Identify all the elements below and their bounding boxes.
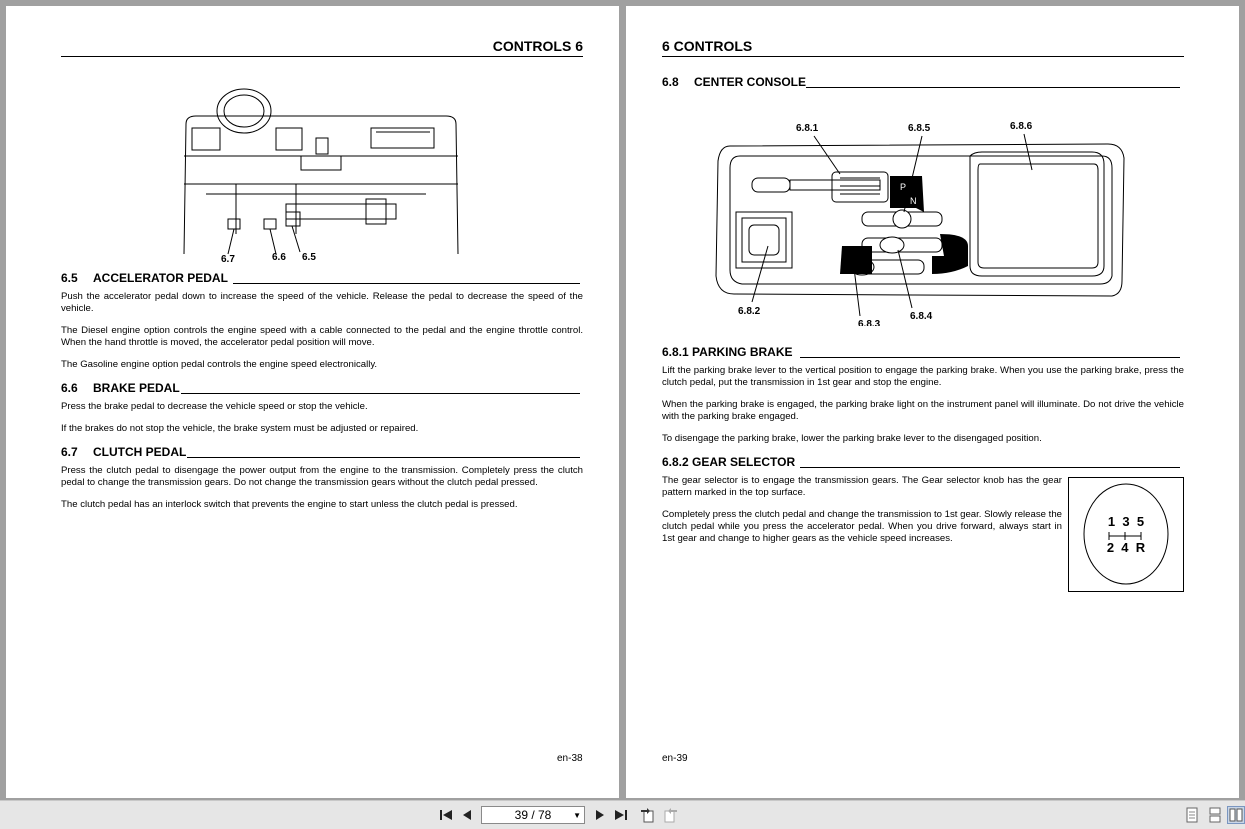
page-header: 6 CONTROLS	[662, 38, 753, 54]
next-page-icon[interactable]	[591, 806, 609, 824]
next-view-icon[interactable]	[662, 806, 680, 824]
left-page	[6, 6, 619, 798]
continuous-view-icon[interactable]	[1206, 806, 1224, 824]
page-number-display: 39 / 78	[514, 808, 552, 822]
figure-label-6-8-4: 6.8.4	[910, 311, 933, 322]
figure-label-6-8-6: 6.8.6	[1010, 121, 1033, 132]
page-number: en-39	[662, 753, 688, 764]
section-number: 6.7	[61, 445, 78, 459]
section-heading-6-8-2	[662, 455, 795, 469]
header-rule	[662, 56, 1184, 57]
paragraph: The gear selector is to engage the transmission gears. The Gear selector knob has the gear pattern marked in the top surface.	[662, 475, 1062, 498]
svg-text:N: N	[910, 196, 917, 206]
paragraph: When the parking brake is engaged, the parking brake light on the instrument panel will illuminate. Do not drive the vehicle with the parking brake engaged.	[662, 399, 1184, 422]
first-page-icon[interactable]	[437, 806, 455, 824]
section-heading-6-6	[61, 381, 180, 395]
section-title: GEAR SELECTOR	[692, 455, 796, 469]
section-number: 6.8.1	[662, 345, 689, 359]
chevron-down-icon[interactable]: ▼	[573, 811, 581, 820]
section-title: CENTER CONSOLE	[694, 75, 807, 89]
section-number: 6.8	[662, 75, 679, 89]
figure-label-6-8-3: 6.8.3	[858, 319, 881, 326]
figure-label-6-8-5: 6.8.5	[908, 123, 931, 134]
last-page-icon[interactable]	[612, 806, 630, 824]
paragraph: If the brakes do not stop the vehicle, the brake system must be adjusted or repaired.	[61, 423, 419, 434]
section-rule	[233, 283, 580, 284]
viewer-toolbar	[0, 800, 1245, 829]
section-number: 6.8.2	[662, 455, 689, 469]
previous-view-icon[interactable]	[638, 806, 656, 824]
section-number: 6.5	[61, 271, 78, 285]
page-number: en-38	[557, 753, 583, 764]
paragraph: Completely press the clutch pedal and change the transmission to 1st gear. Slowly release the clutch pedal while you press the accelerator pedal. When you drive forward, always start in 1st gear and change to higher gears as the vehicle speed increases.	[662, 509, 1062, 544]
figure-label-6-5: 6.5	[302, 252, 316, 263]
paragraph: The clutch pedal has an interlock switch that prevents the engine to start unless the clutch pedal is pressed.	[61, 499, 518, 510]
page-header: CONTROLS 6	[492, 38, 583, 54]
right-page	[626, 6, 1239, 798]
figure-label-6-7: 6.7	[221, 254, 235, 264]
pedals-figure	[176, 84, 466, 264]
figure-label-6-8-1: 6.8.1	[796, 123, 819, 134]
section-title: PARKING BRAKE	[692, 345, 793, 359]
figure-label-6-6: 6.6	[272, 252, 286, 263]
paragraph: Press the brake pedal to decrease the vehicle speed or stop the vehicle.	[61, 401, 368, 412]
paragraph: The Gasoline engine option pedal controls the engine speed electronically.	[61, 359, 378, 370]
section-title: ACCELERATOR PEDAL	[93, 271, 228, 285]
section-number: 6.6	[61, 381, 78, 395]
gear-pattern-top: 1 3 5	[1107, 514, 1145, 529]
gear-knob-outline	[1069, 478, 1183, 591]
section-heading-6-7	[61, 445, 186, 459]
section-heading-6-8-1	[662, 345, 793, 359]
section-rule	[806, 87, 1180, 88]
section-title: BRAKE PEDAL	[93, 381, 180, 395]
center-console-figure	[712, 116, 1132, 326]
gear-pattern-box	[1068, 477, 1184, 592]
section-heading-6-8	[662, 75, 806, 89]
paragraph: To disengage the parking brake, lower the parking brake lever to the disengaged position.	[662, 433, 1042, 444]
paragraph: Push the accelerator pedal down to increase the speed of the vehicle. Release the pedal to decrease the speed of the vehicle.	[61, 291, 583, 314]
gear-pattern-bottom: 2 4 R	[1106, 540, 1146, 555]
section-heading-6-5	[61, 271, 228, 285]
single-page-view-icon[interactable]	[1183, 806, 1201, 824]
section-rule	[181, 393, 580, 394]
section-title: CLUTCH PEDAL	[93, 445, 187, 459]
facing-pages-view-icon[interactable]	[1227, 806, 1245, 824]
paragraph: The Diesel engine option controls the engine speed with a cable connected to the pedal and the engine throttle control. When the hand throttle is moved, the accelerator pedal position will move.	[61, 325, 583, 348]
section-rule	[800, 357, 1180, 358]
paragraph: Lift the parking brake lever to the vertical position to engage the parking brake. When you use the parking brake, press the clutch pedal, put the transmission in 1st gear and stop the engine.	[662, 365, 1184, 388]
paragraph: Press the clutch pedal to disengage the power output from the engine to the transmission. Completely press the clutch pedal to change the transmission gears. Do not change the transmission gears without the clutch pedal pressed.	[61, 465, 583, 488]
svg-text:P: P	[900, 182, 907, 192]
figure-label-6-8-2: 6.8.2	[738, 306, 761, 317]
previous-page-icon[interactable]	[458, 806, 476, 824]
section-rule	[187, 457, 580, 458]
page-select[interactable]	[481, 806, 585, 824]
header-rule	[61, 56, 583, 57]
section-rule	[800, 467, 1180, 468]
